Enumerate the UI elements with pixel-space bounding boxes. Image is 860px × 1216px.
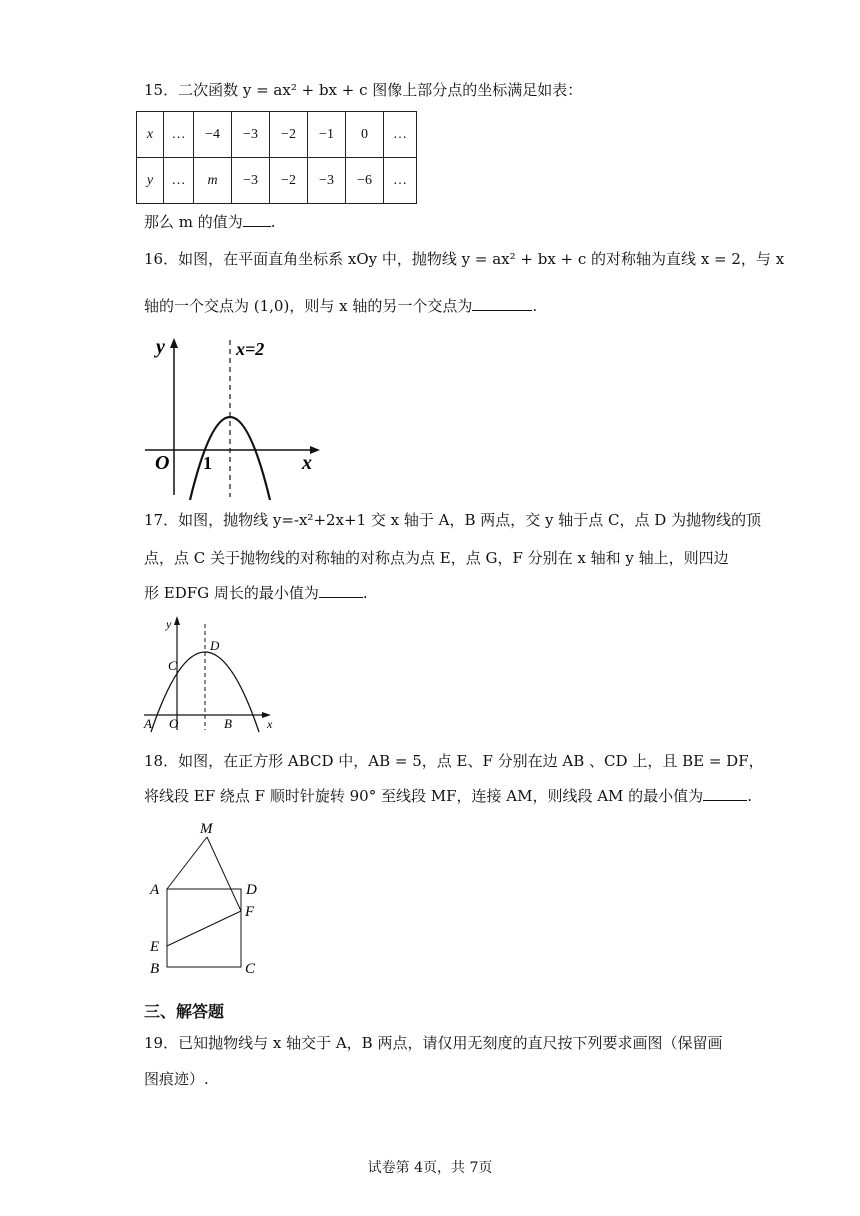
q16-answer-blank[interactable] bbox=[472, 296, 532, 311]
q17-line3-prefix: 形 EDFG 周长的最小值为 bbox=[144, 584, 319, 602]
q15-answer-line bbox=[144, 212, 276, 232]
section-heading: 三、解答题 bbox=[144, 1002, 225, 1021]
q16-line2-suffix: . bbox=[532, 297, 538, 315]
q17-stem-line3 bbox=[144, 583, 368, 603]
q16-x-label: x bbox=[302, 452, 312, 474]
q18-point-d-label: D bbox=[246, 882, 257, 898]
table-cell: … bbox=[384, 158, 417, 204]
table-cell: −3 bbox=[308, 158, 346, 204]
table-cell: 0 bbox=[346, 112, 384, 158]
q17-point-b-label: B bbox=[224, 716, 232, 731]
table-cell: … bbox=[164, 158, 194, 204]
q16-stem-line1: 16．如图，在平面直角坐标系 xOy 中，抛物线 y = ax² + bx + c 的对称轴为直线 x = 2，与 x bbox=[144, 250, 785, 268]
q19-stem-line2: 图痕迹）. bbox=[144, 1070, 209, 1088]
q16-stem-line2 bbox=[144, 296, 537, 316]
q18-point-f-label: F bbox=[245, 904, 255, 920]
q17-point-a-label: A bbox=[144, 716, 152, 731]
q18-answer-blank[interactable] bbox=[703, 786, 747, 801]
table-cell: −4 bbox=[194, 112, 232, 158]
q18-stem-line2 bbox=[144, 786, 752, 806]
table-cell: −6 bbox=[346, 158, 384, 204]
q15-answer-prefix: 那么 m 的值为 bbox=[144, 213, 243, 231]
table-cell: m bbox=[194, 158, 232, 204]
q18-point-a-label: A bbox=[150, 882, 160, 898]
q17-point-d-label: D bbox=[210, 638, 220, 653]
q15-answer-blank[interactable] bbox=[243, 212, 271, 227]
table-row-x bbox=[137, 112, 417, 158]
q16-axis-label: x=2 bbox=[236, 339, 265, 359]
q18-point-b-label: B bbox=[150, 961, 160, 977]
table-cell: x bbox=[137, 112, 164, 158]
q18-segment-am bbox=[167, 837, 207, 889]
arrow-icon bbox=[174, 616, 180, 625]
q17-origin-label: O bbox=[169, 716, 179, 731]
q18-stem-line1: 18．如图，在正方形 ABCD 中，AB = 5，点 E、F 分别在边 AB 、CD 上，且 BE = DF， bbox=[144, 752, 764, 770]
table-cell: −2 bbox=[270, 112, 308, 158]
q16-origin-label: O bbox=[155, 452, 170, 474]
q15-stem: 15．二次函数 y = ax² + bx + c 图像上部分点的坐标满足如表： bbox=[144, 81, 583, 99]
q17-x-label: x bbox=[267, 717, 273, 731]
q18-segment-mf bbox=[207, 837, 241, 911]
table-cell: −3 bbox=[232, 112, 270, 158]
table-cell: −2 bbox=[270, 158, 308, 204]
q17-answer-blank[interactable] bbox=[319, 583, 363, 598]
q16-tick-label: 1 bbox=[203, 453, 212, 473]
q17-stem-line2: 点，点 C 关于抛物线的对称轴的对称点为点 E，点 G，F 分别在 x 轴和 y 轴上，则四边 bbox=[144, 549, 729, 567]
q17-line3-suffix: . bbox=[362, 584, 368, 602]
q16-y-label: y bbox=[156, 336, 165, 358]
table-cell: −3 bbox=[232, 158, 270, 204]
q15-answer-suffix: . bbox=[270, 213, 276, 231]
q18-point-m-label: M bbox=[200, 821, 213, 837]
q18-point-e-label: E bbox=[150, 939, 160, 955]
q15-value-table bbox=[136, 111, 417, 204]
q17-stem-line1: 17．如图，抛物线 y=-x²+2x+1 交 x 轴于 A，B 两点，交 y 轴于点 C，点 D 为抛物线的顶 bbox=[144, 511, 762, 529]
table-cell: … bbox=[384, 112, 417, 158]
q18-line2-prefix: 将线段 EF 绕点 F 顺时针旋转 90° 至线段 MF，连接 AM，则线段 AM 的最小值为 bbox=[144, 787, 704, 805]
table-cell: y bbox=[137, 158, 164, 204]
table-cell: … bbox=[164, 112, 194, 158]
page-footer: 试卷第 4页，共 7页 bbox=[367, 1160, 493, 1176]
q19-stem-line1: 19．已知抛物线与 x 轴交于 A，B 两点，请仅用无刻度的直尺按下列要求画图（保留画 bbox=[144, 1034, 723, 1052]
q18-line2-suffix: . bbox=[747, 787, 752, 805]
table-cell: −1 bbox=[308, 112, 346, 158]
q16-figure bbox=[140, 335, 325, 500]
q18-point-c-label: C bbox=[245, 961, 256, 977]
q18-segment-ef bbox=[167, 911, 241, 946]
q17-point-c-label: C bbox=[168, 658, 177, 673]
q18-figure bbox=[140, 815, 280, 980]
q17-figure bbox=[140, 612, 280, 737]
arrow-icon bbox=[170, 338, 178, 348]
q16-line2-prefix: 轴的一个交点为 (1,0)，则与 x 轴的另一个交点为 bbox=[144, 297, 473, 315]
table-row-y bbox=[137, 158, 417, 204]
q17-y-label: y bbox=[166, 617, 172, 631]
